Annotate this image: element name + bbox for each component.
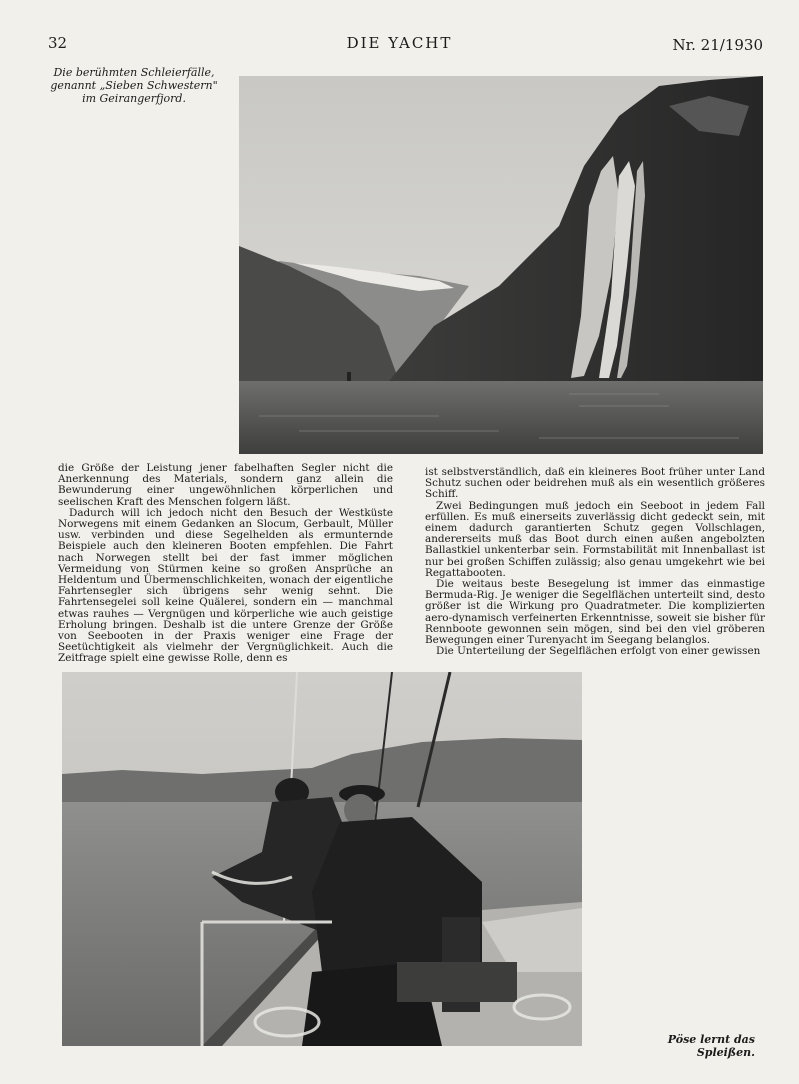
fjord-photo-caption: Die berühmten Schleierfälle, genannt „Sieben Schwestern" im Geirangerfjord. — [50, 66, 218, 105]
article-paragraph: Die Unterteilung der Segelflächen erfolgt von einer gewissen — [436, 645, 761, 658]
sailors-on-deck-photo — [62, 672, 582, 1046]
article-paragraph: ist selbstverständlich, daß ein kleineres Boot früher unter Land Schutz suchen oder beidrehen muß als ein wesentlich größeres Schiff. — [425, 466, 765, 501]
article-right-column — [425, 467, 765, 657]
fjord-waterfall-illustration — [239, 76, 763, 454]
sailors-photo-caption: Pöse lernt das Spleißen. — [667, 1033, 755, 1059]
masthead: DIE YACHT — [346, 34, 453, 52]
article-paragraph: Die weitaus beste Besegelung ist immer das einmastige Bermuda-Rig. Je weniger die Segelflächen unterteilt sind, desto größer ist die Wirkung pro Quadratmeter. Die komplizierten aero-dynamisch verfeinerten Erkenntnisse, soweit sie bisher für Rennboote gewonnen sein mögen, sind bei den viel gröberen Bewegungen einer Turenyacht im Seegang belanglos. — [425, 578, 765, 647]
article-paragraph: Zwei Bedingungen muß jedoch ein Seeboot in jedem Fall erfüllen. Es muß einerseits zuverlässig dicht gedeckt sein, mit einem dadurch garantierten Schutz gegen Vollschlagen, andererseits muß das Boot durch einen außen angebolzten Ballastkiel unkenterbar sein. Formstabilität mit Innenballast ist nur bei großen Schiffen zulässig; also genau umgekehrt wie bei Regattabooten. — [425, 499, 765, 579]
fjord-waterfall-photo — [239, 76, 763, 454]
issue-number: Nr. 21/1930 — [672, 36, 763, 54]
article-paragraph: Dadurch will ich jedoch nicht den Besuch der Westküste Norwegens mit einem Gedanken an Slocum, Gerbault, Müller usw. verbinden und diese Segelhelden als ermunternde Beispiele auch den kleineren Booten empfehlen. Die Fahrt nach Norwegen stellt bei der fast immer möglichen Vermeidung von Stürmen keine so großen Ansprüche an Heldentum und Übermenschlichkeiten, wonach der eigentliche Fahrtensegler sich übrigens sehr wenig sehnt. Die Fahrtensegelei soll keine Quälerei, sondern ein — manchmal etwas rauhes — Vergnügen und körperliche wie auch geistige Erholung bringen. Deshalb ist die untere Grenze der Größe von Seebooten in der Praxis weniger eine Frage der Seetüchtigkeit als vielmehr der Vergnüglichkeit. Auch die Zeitfrage spielt eine gewisse Rolle, denn es — [58, 506, 393, 665]
article-left-column — [58, 463, 393, 665]
article-paragraph: die Größe der Leistung jener fabelhaften Segler nicht die Anerkennung des Materials, sondern ganz allein die Bewunderung einer ungewöhnlichen körperlichen und seelischen Kraft des Menschen folgern läßt. — [58, 462, 393, 508]
page-number: 32 — [48, 34, 68, 52]
sailors-splicing-illustration — [62, 672, 582, 1046]
